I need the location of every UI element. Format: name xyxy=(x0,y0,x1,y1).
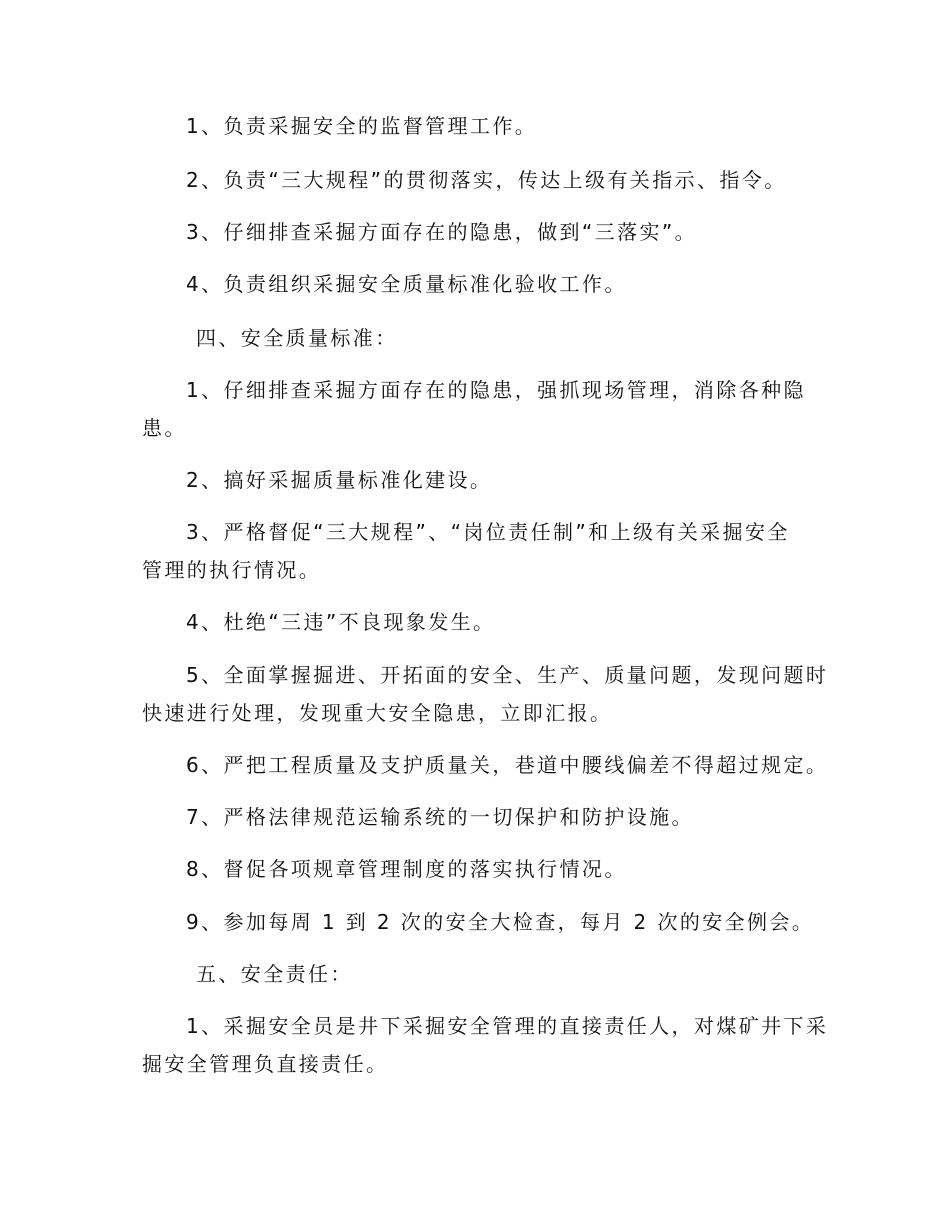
quality-item-7: 7、严格法律规范运输系统的一切保护和防护设施。 xyxy=(186,805,694,829)
quality-item-4: 4、杜绝“三违”不良现象发生。 xyxy=(186,610,496,634)
responsibility-item-1: 1、采掘安全员是井下采掘安全管理的直接责任人，对煤矿井下采 xyxy=(186,1014,829,1038)
quality-item-6: 6、严把工程质量及支护质量关，巷道中腰线偏差不得超过规定。 xyxy=(186,753,829,777)
quality-item-1: 1、仔细排查采掘方面存在的隐患，强抓现场管理，消除各种隐 xyxy=(186,378,806,402)
quality-item-3-continued: 管理的执行情况。 xyxy=(142,558,322,582)
quality-item-5-continued: 快速进行处理，发现重大安全隐患，立即汇报。 xyxy=(142,701,613,725)
duty-item-3: 3、仔细排查采掘方面存在的隐患，做到“三落实”。 xyxy=(186,220,698,244)
quality-item-9: 9、参加每周 1 到 2 次的安全大检查，每月 2 次的安全例会。 xyxy=(186,910,815,934)
quality-item-1-continued: 患。 xyxy=(142,416,187,440)
duty-item-2: 2、负责“三大规程”的贯彻落实，传达上级有关指示、指令。 xyxy=(186,168,787,192)
quality-item-8: 8、督促各项规章管理制度的落实执行情况。 xyxy=(186,857,627,881)
quality-item-2: 2、搞好采掘质量标准化建设。 xyxy=(186,468,493,492)
quality-item-3: 3、严格督促“三大规程”、“岗位责任制”和上级有关采掘安全 xyxy=(186,520,790,544)
responsibility-item-1-continued: 掘安全管理负直接责任。 xyxy=(142,1052,389,1076)
section-heading-responsibility: 五、安全责任： xyxy=(196,962,353,986)
duty-item-1: 1、负责采掘安全的监督管理工作。 xyxy=(186,114,538,138)
duty-item-4: 4、负责组织采掘安全质量标准化验收工作。 xyxy=(186,272,627,296)
section-heading-quality: 四、安全质量标准： xyxy=(196,326,398,350)
quality-item-5: 5、全面掌握掘进、开拓面的安全、生产、质量问题，发现问题时 xyxy=(186,663,829,687)
